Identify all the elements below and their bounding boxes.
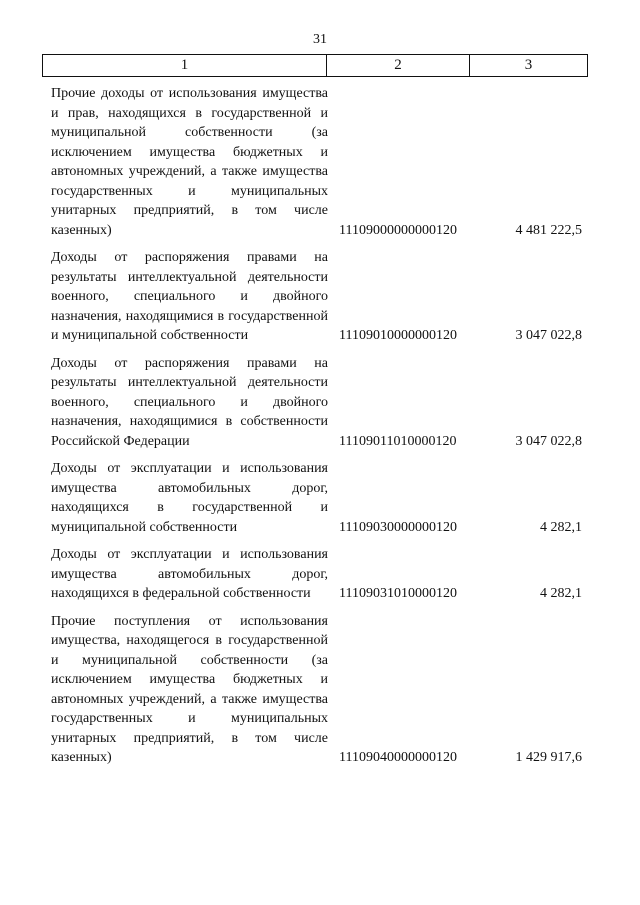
income-name: Доходы от распоряжения правами на результаты интеллектуальной деятельности военного, специального и двойного назначения, находящимися в государственной и муниципальной собственности [51,250,328,343]
income-name: Доходы от эксплуатации и использования имущества автомобильных дорог, находящихся в федеральной собственности [51,547,328,601]
table-row [0,545,640,604]
income-code: 11109010000000120 [339,328,457,343]
income-name: Доходы от распоряжения правами на результаты интеллектуальной деятельности военного, специального и двойного назначения, находящимися в собственности Российской Федерации [51,355,328,449]
income-code: 11109040000000120 [339,750,457,765]
income-code: 11109030000000120 [339,519,457,535]
income-code: 11109000000000120 [339,222,457,238]
column-header-3: 3 [524,57,533,73]
page-number: 31 [313,32,327,47]
table-body [0,84,640,776]
column-header-1: 1 [43,55,327,76]
income-amount: 3 047 022,8 [515,328,582,343]
table-header [42,54,588,77]
income-name: Прочие доходы от использования имущества и прав, находящихся в государственной и муниципальной собственности (за исключением имущества бюджетных и автономных учреждений, а также имущества государственных и муниципальных унитарных предприятий, в том числе казенных) [51,86,328,238]
table-row [0,248,640,346]
income-code: 11109011010000120 [339,433,457,449]
column-header-2: 2 [327,55,470,76]
income-name: Прочие поступления от использования имущества, находящегося в государственной и муниципальной собственности (за исключением имущества бюджетных и автономных учреждений, а также имущества государственных и муниципальных унитарных предприятий, в том числе казенных) [51,613,328,765]
table-row [0,612,640,768]
income-code: 11109031010000120 [339,586,457,601]
income-amount: 4 481 222,5 [515,222,582,238]
income-amount: 1 429 917,6 [515,750,582,765]
table-row [0,84,640,240]
income-amount: 4 282,1 [540,586,582,601]
income-name: Доходы от эксплуатации и использования имущества автомобильных дорог, находящихся в государственной и муниципальной собственности [51,461,328,535]
table-row [0,459,640,537]
income-amount: 3 047 022,8 [515,433,582,449]
income-amount: 4 282,1 [540,519,582,535]
table-row [0,354,640,452]
